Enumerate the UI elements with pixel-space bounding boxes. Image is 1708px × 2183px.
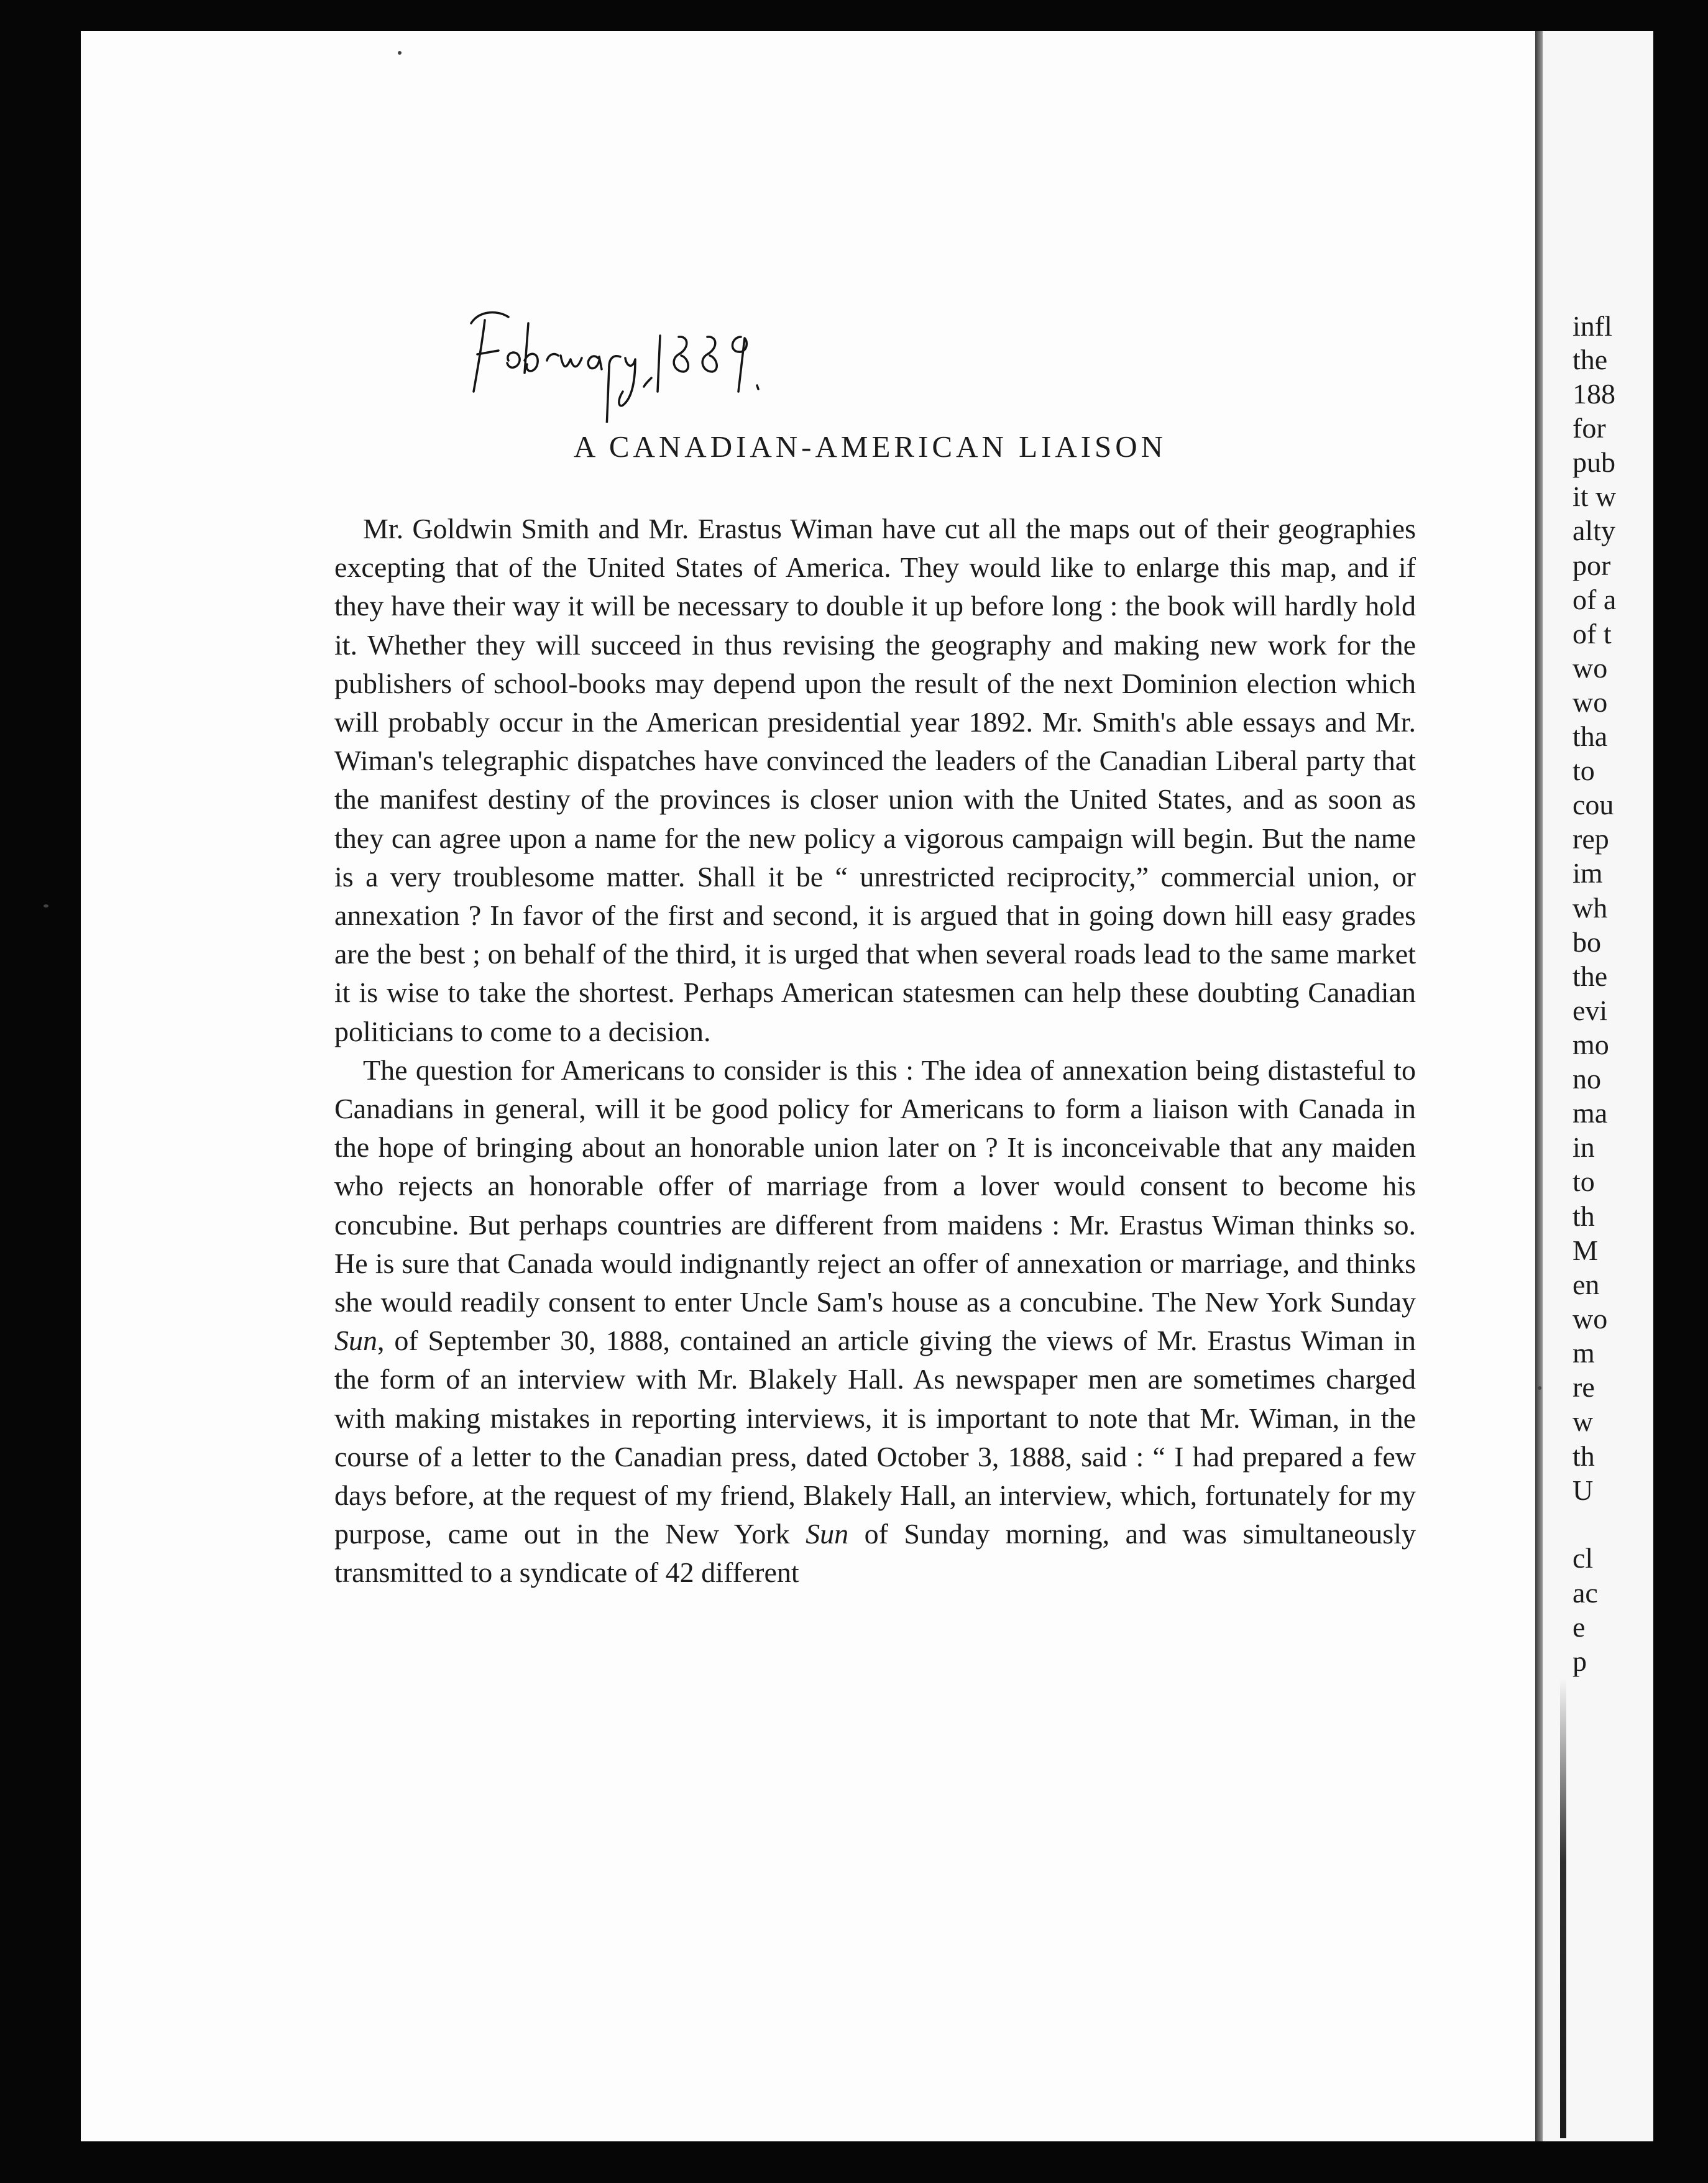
body-paragraph (334, 1051, 1416, 1592)
facing-page-fragment: im (1573, 857, 1603, 889)
facing-page-fragment: wo (1573, 686, 1608, 718)
facing-page-fragment: alty (1573, 515, 1615, 546)
facing-page-fragment: the (1573, 344, 1608, 375)
facing-page-fragment: wh (1573, 892, 1608, 924)
facing-page-fragment: bo (1573, 926, 1601, 958)
body-paragraph (334, 510, 1416, 1051)
facing-page-fragment: infl (1573, 310, 1612, 342)
facing-page-fragment: for (1573, 412, 1606, 444)
facing-page-fragment: mo (1573, 1029, 1609, 1060)
facing-page-fragment: no (1573, 1063, 1601, 1095)
facing-page-fragment: e (1573, 1611, 1586, 1643)
facing-page-fragment: cl (1573, 1542, 1594, 1574)
handwritten-date-annotation (460, 298, 783, 423)
scan-border-top (0, 0, 1708, 31)
spine-shadow (1560, 1678, 1566, 2138)
facing-page-fragment: en (1573, 1269, 1600, 1300)
facing-page-fragment: pub (1573, 446, 1615, 478)
facing-page-fragment: w (1573, 1405, 1594, 1437)
facing-page-fragment: of t (1573, 618, 1612, 650)
facing-page-fragment: p (1573, 1645, 1587, 1677)
facing-page-fragment: tha (1573, 720, 1608, 752)
newspaper-name: Sun (806, 1518, 849, 1550)
facing-page-fragment: U (1573, 1474, 1594, 1506)
facing-page-fragment: th (1573, 1440, 1595, 1472)
paragraph-text: of Sunday morning, and was simultaneously transmitted to a syndicate of 42 different (334, 1518, 1416, 1589)
facing-page-fragment: M (1573, 1234, 1598, 1266)
paragraph-text: Mr. Goldwin Smith and Mr. Erastus Wiman have cut all the maps out of their geographies excepting that of the United States of America. They would like to enlarge this map, and if they have their way it will be necessary to double it up before long : the book will hardly hold it. Whether they will succeed in thus revising the geography and making new work for the publishers of school-books may depend upon the result of the next Dominion election which will probably occur in the American presidential year 1892. Mr. Smith's able essays and Mr. Wiman's telegraphic dispatches have convinced the leaders of the Canadian Liberal party that the manifest destiny of the provinces is closer union with the United States, and as soon as they can agree upon a name for the new policy a vigorous campaign will begin. But the name is a very troublesome matter. Shall it be “ unrestricted reciprocity,” commercial union, or annexation ? In favor of the first and second, it is argued that in going down hill easy grades are the best ; on behalf of the third, it is urged that when several roads lead to the same market it is wise to take the shortest. Perhaps American statesmen can help these doubting Canadian politicians to come to a decision. (334, 513, 1416, 1047)
facing-page-fragment: th (1573, 1200, 1595, 1232)
scan-speck (44, 904, 48, 908)
facing-page-fragment: wo (1573, 1303, 1608, 1335)
facing-page-fragment: re (1573, 1371, 1595, 1403)
article-title: A CANADIAN-AMERICAN LIAISON (573, 430, 1167, 464)
facing-page-fragment: in (1573, 1131, 1595, 1163)
scan-speck (398, 51, 402, 55)
facing-page-fragment: to (1573, 755, 1595, 786)
newspaper-name: Sun (334, 1325, 377, 1357)
facing-page-fragment: it w (1573, 480, 1617, 512)
scan-border-right (1653, 0, 1708, 2183)
facing-page-fragment: ma (1573, 1097, 1608, 1129)
facing-page-fragment: cou (1573, 789, 1614, 820)
facing-page-fragment: rep (1573, 823, 1609, 855)
article-body (334, 510, 1416, 1592)
facing-page-fragment: wo (1573, 652, 1608, 684)
facing-page-fragment: of a (1573, 584, 1617, 615)
facing-page-fragment: 188 (1573, 378, 1615, 410)
paragraph-text: , of September 30, 1888, contained an article giving the views of Mr. Erastus Wiman in the form of an interview with Mr. Blakely Hall. As newspaper men are sometimes charged with making mistakes in reporting interviews, it is important to note that Mr. Wiman, in the course of a letter to the Canadian press, dated October 3, 1888, said : “ I had prepared a few days before, at the request of my friend, Blakely Hall, an interview, which, fortunately for my purpose, came out in the New York (334, 1325, 1416, 1550)
paragraph-text: The question for Americans to consider is this : The idea of annexation being distasteful to Canadians in general, will it be good policy for Americans to form a liaison with Canada in the hope of bringing about an honorable union later on ? It is inconceivable that any maiden who rejects an honorable offer of marriage from a lover would consent to become his concubine. But perhaps countries are different from maidens : Mr. Erastus Wiman thinks so. He is sure that Canada would indignantly reject an offer of annexation or marriage, and thinks she would readily consent to enter Uncle Sam's house as a concubine. The New York Sunday (334, 1054, 1416, 1318)
facing-page-fragment: the (1573, 960, 1608, 992)
facing-page-fragment: m (1573, 1337, 1595, 1369)
scan-border-bottom (0, 2141, 1708, 2183)
facing-page-fragment: evi (1573, 995, 1608, 1026)
book-gutter (1535, 31, 1543, 2141)
facing-page-fragment: to (1573, 1165, 1595, 1197)
scan-border-left (0, 0, 81, 2183)
scan-speck (1538, 1386, 1541, 1390)
facing-page-fragment: por (1573, 549, 1611, 581)
facing-page-fragment: ac (1573, 1577, 1598, 1609)
